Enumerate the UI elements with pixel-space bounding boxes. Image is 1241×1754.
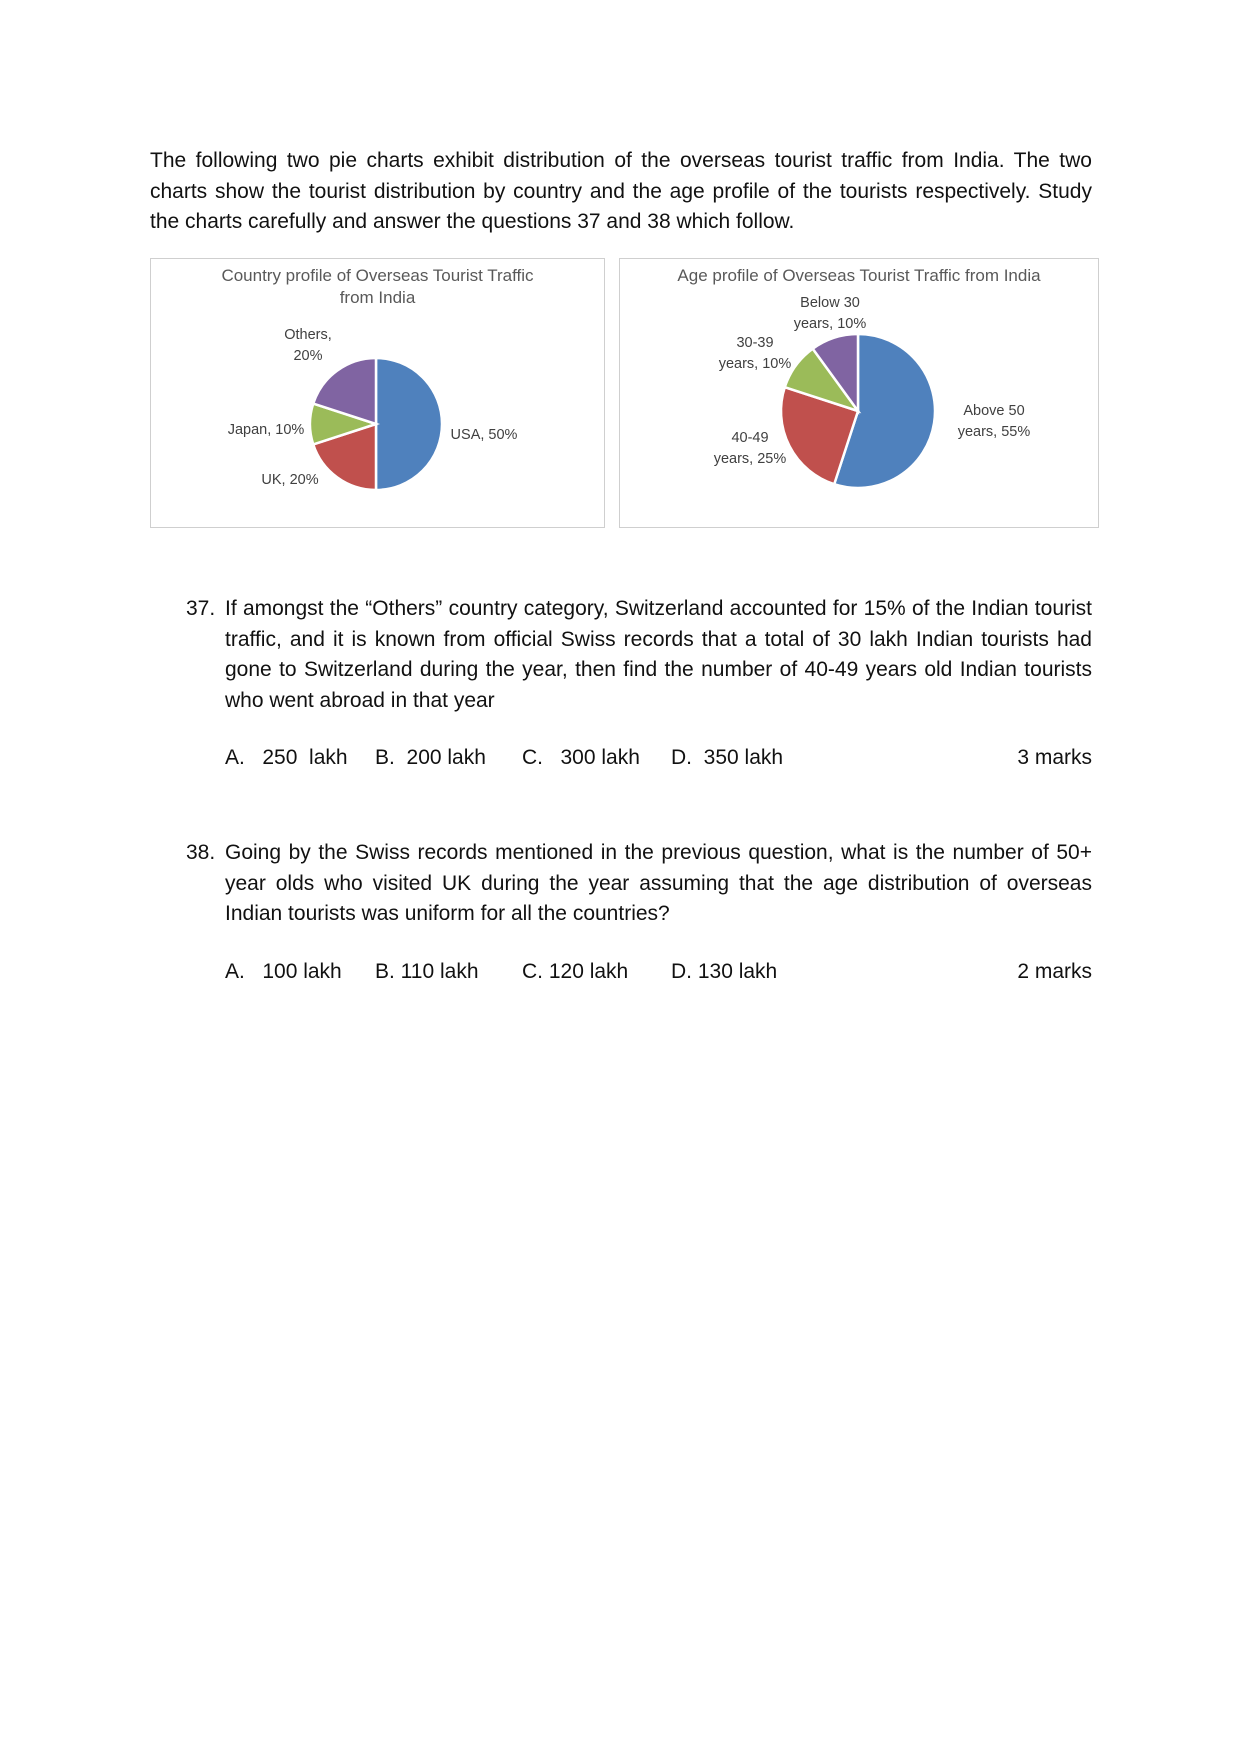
- option-c: C. 120 lakh: [522, 960, 629, 983]
- question-38: [186, 838, 1092, 930]
- chart-title: Age profile of Overseas Tourist Traffic from India: [677, 266, 1041, 285]
- option-d: D. 350 lakh: [671, 746, 784, 769]
- intro-paragraph: The following two pie charts exhibit distribution of the overseas tourist traffic from India. The two charts show the tourist distribution by country and the age profile of the tourists respectively. Study the charts carefully and answer the questions 37 and 38 which follow.: [150, 149, 1092, 233]
- marks-label: 3 marks: [1017, 746, 1092, 769]
- option-b: B. 110 lakh: [375, 960, 479, 983]
- marks-label: 2 marks: [1017, 960, 1092, 983]
- pie-label: Others, 20%: [284, 327, 332, 364]
- question-number: 37.: [186, 597, 216, 620]
- question-number: 38.: [186, 841, 216, 864]
- pie-label: UK, 20%: [261, 472, 319, 488]
- pie-label: Below 30 years, 10%: [793, 295, 867, 332]
- question-38-options: [225, 960, 1092, 990]
- question-37-options: [225, 746, 1092, 776]
- chart-title: Country profile of Overseas Tourist Traffic from India: [221, 266, 534, 307]
- country-profile-chart: [150, 258, 605, 528]
- pie-label: 40-49 years, 25%: [713, 430, 787, 467]
- age-profile-chart: [619, 258, 1099, 528]
- pie-slice-usa: [376, 358, 442, 490]
- question-text: Going by the Swiss records mentioned in the previous question, what is the number of 50+ year olds who visited UK during the year assuming that the age distribution of overseas Indian tourists was uniform for all the countries?: [225, 841, 1092, 925]
- pie-label: 30-39 years, 10%: [718, 335, 792, 372]
- pie-label: Japan, 10%: [227, 422, 305, 438]
- option-d: D. 130 lakh: [671, 960, 778, 983]
- option-c: C. 300 lakh: [522, 746, 640, 769]
- option-a: A. 100 lakh: [225, 960, 342, 983]
- pie-label: Above 50 years, 55%: [957, 403, 1031, 440]
- question-37: [186, 594, 1092, 716]
- option-b: B. 200 lakh: [375, 746, 486, 769]
- age-pie: [620, 259, 1100, 529]
- question-text: If amongst the “Others” country category, Switzerland accounted for 15% of the Indian tourist traffic, and it is known from official Swiss records that a total of 30 lakh Indian tourists had gone to Switzerland during the year, then find the number of 40-49 years old Indian tourists who went abroad in that year: [225, 597, 1092, 712]
- option-a: A. 250 lakh: [225, 746, 348, 769]
- pie-label: USA, 50%: [450, 427, 518, 443]
- country-pie: [151, 259, 606, 529]
